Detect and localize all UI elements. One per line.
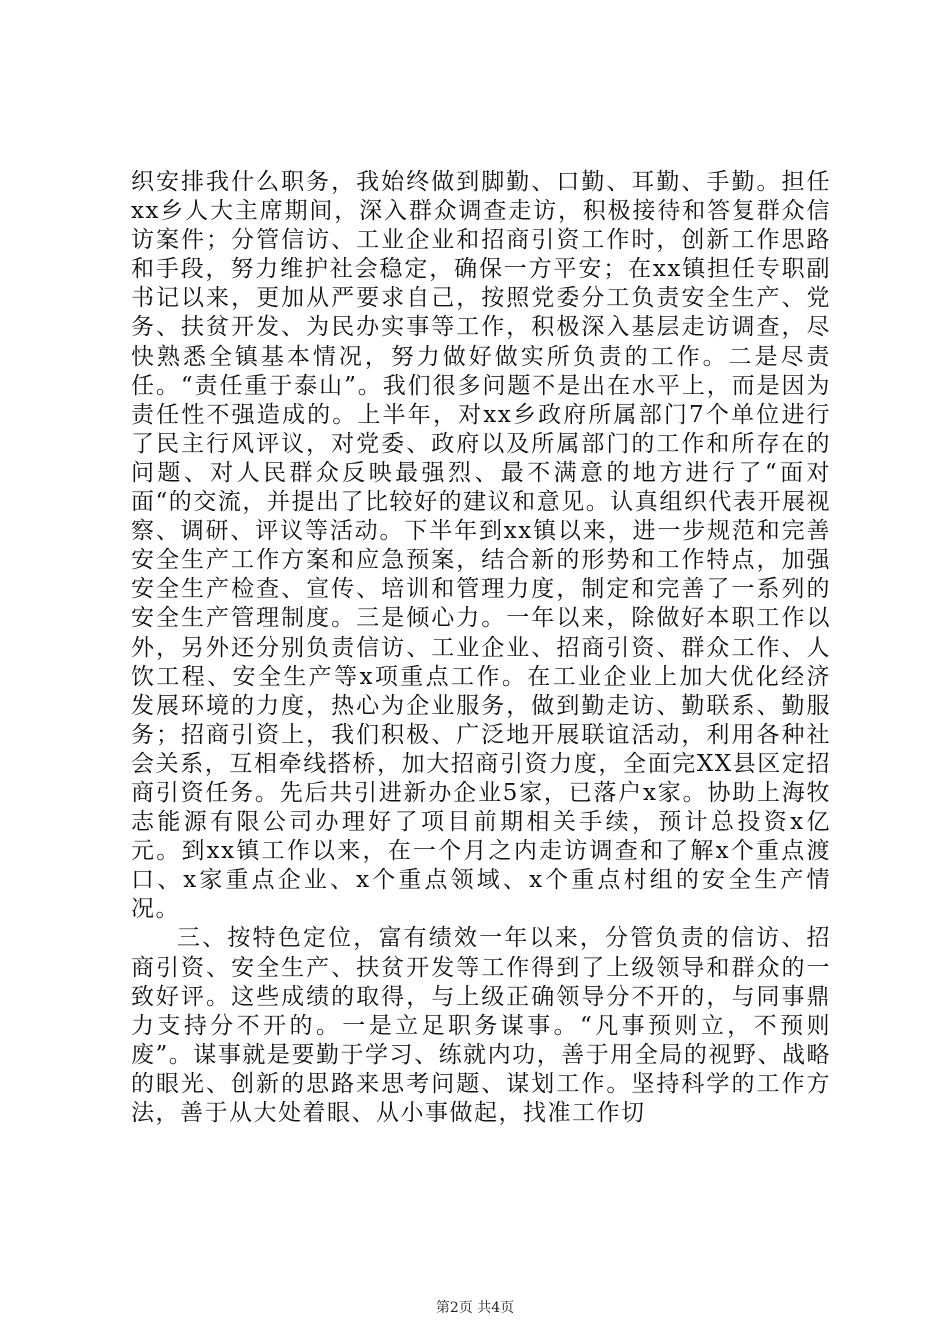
page-footer: 第2页 共4页 (435, 1300, 515, 1316)
document-body (131, 168, 831, 1128)
paragraph-2: 三、按特色定位，富有绩效一年以来，分管负责的信访、招商引资、安全生产、扶贫开发等工作得到了上级领导和群众的一致好评。这些成绩的取得，与上级正确领导分不开的，与同事鼎力支持分不开的。一是立足职务谋事。“凡事预则立，不预则废”。谋事就是要勤于学习、练就内功，善于用全局的视野、战略的眼光、创新的思路来思考问题、谋划工作。坚持科学的工作方法，善于从大处着眼、从小事做起，找准工作切 (131, 925, 831, 1126)
paragraph-1: 织安排我什么职务，我始终做到脚勤、口勤、耳勤、手勤。担任xx乡人大主席期间，深入群众调查走访，积极接待和答复群众信访案件；分管信访、工业企业和招商引资工作时，创新工作思路和手段，努力维护社会稳定，确保一方平安；在xx镇担任专职副书记以来，更加从严要求自己，按照党委分工负责安全生产、党务、扶贫开发、为民办实事等工作，积极深入基层走访调查，尽快熟悉全镇基本情况，努力做好做实所负责的工作。二是尽责任。“责任重于泰山”。我们很多问题不是出在水平上，而是因为责任性不强造成的。上半年，对xx乡政府所属部门7个单位进行了民主行风评议，对党委、政府以及所属部门的工作和所存在的问题、对人民群众反映最强烈、最不满意的地方进行了“面对面“的交流，并提出了比较好的建议和意见。认真组织代表开展视察、调研、评议等活动。下半年到xx镇以来，进一步规范和完善安全生产工作方案和应急预案，结合新的形势和工作特点，加强安全生产检查、宣传、培训和管理力度，制定和完善了一系列的安全生产管理制度。三是倾心力。一年以来，除做好本职工作以外，另外还分别负责信访、工业企业、招商引资、群众工作、人饮工程、安全生产等x项重点工作。在工业企业上加大优化经济发展环境的力度，热心为企业服务，做到勤走访、勤联系、勤服务；招商引资上，我们积极、广泛地开展联谊活动，利用各种社会关系，互相牵线搭桥，加大招商引资力度，全面完XX县区定招商引资任务。先后共引进新办企业5家，已落户x家。协助上海牧志能源有限公司办理好了项目前期相关手续，预计总投资x亿元。到xx镇工作以来，在一个月之内走访调查和了解x个重点渡口、x家重点企业、x个重点领域、x个重点村组的安全生产情况。 (131, 169, 831, 923)
